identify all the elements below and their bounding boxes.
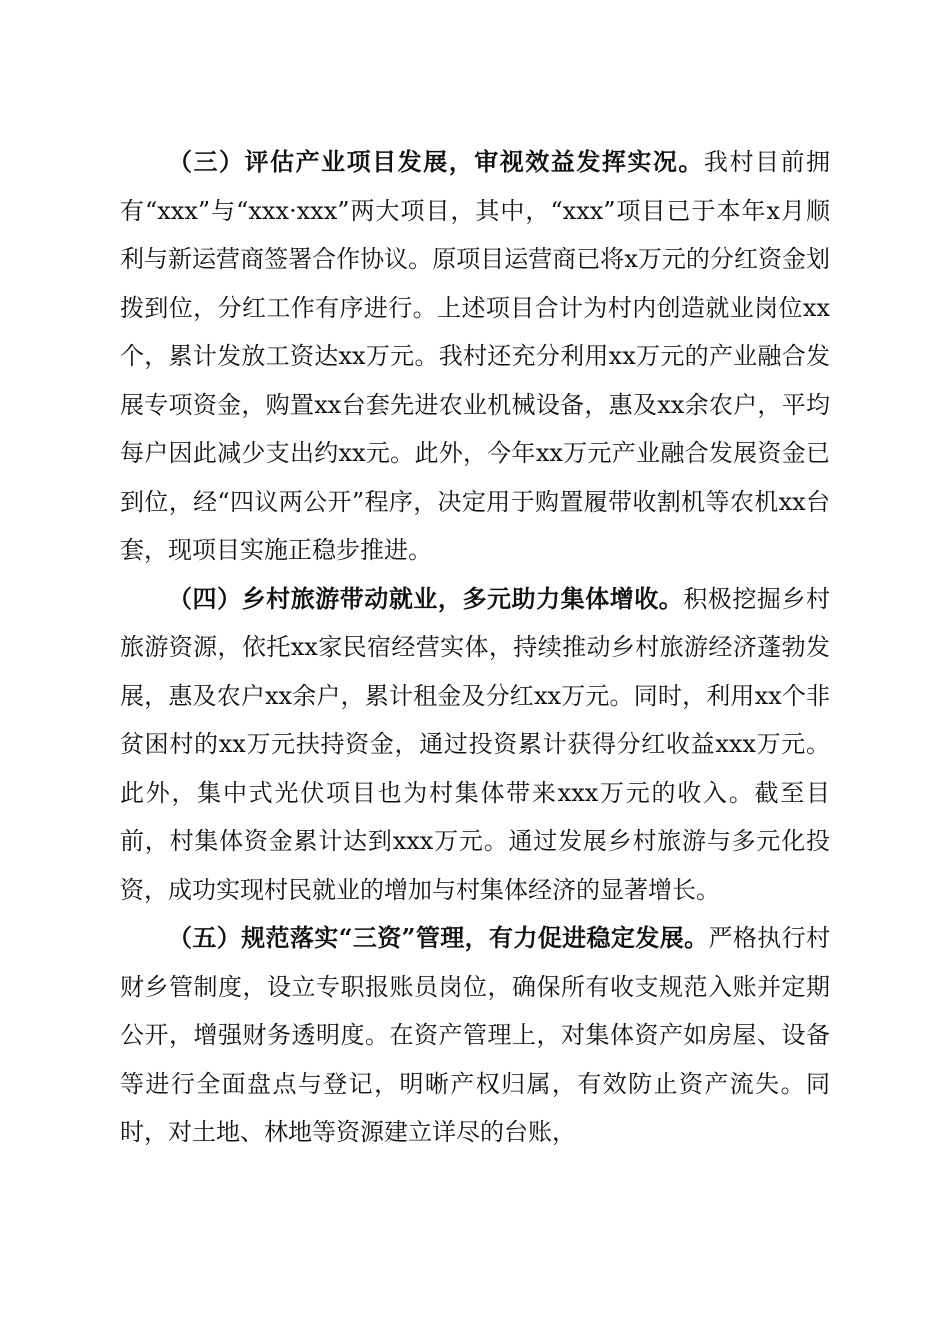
paragraph-four-heading: （四）乡村旅游带动就业，多元助力集体增收。: [168, 583, 684, 613]
paragraph-three-heading: （三）评估产业项目发展，审视效益发挥实况。: [168, 147, 704, 176]
paragraph-five-body: 严格执行村财乡管制度，设立专职报账员岗位，确保所有收支规范入账并定期公开，增强财务透明度。在资产管理上，对集体资产如房屋、设备等进行全面盘点与登记，明晰产权归属，有效防止资产流失。同时，对土地、林地等资源建立详尽的台账，: [120, 924, 831, 1146]
document-page: [120, 138, 830, 1157]
paragraph-four: [120, 575, 830, 915]
paragraph-three: [120, 138, 830, 575]
paragraph-five-heading: （五）规范落实“三资”管理，有力促进稳定发展。: [168, 923, 709, 952]
paragraph-four-body: 积极挖掘乡村旅游资源，依托xx家民宿经营实体，持续推动乡村旅游经济蓬勃发展，惠及农户xx余户，累计租金及分红xx万元。同时，利用xx个非贫困村的xx万元扶持资金，通过投资累计获得分红收益xxx万元。此外，集中式光伏项目也为村集体带来xxx万元的收入。截至目前，村集体资金累计达到xxx万元。通过发展乡村旅游与多元化投资，成功实现村民就业的增加与村集体经济的显著增长。: [120, 584, 831, 904]
paragraph-five: [120, 914, 830, 1157]
paragraph-three-body: 我村目前拥有“xxx”与“xxx·xxx”两大项目，其中，“xxx”项目已于本年x月顺利与新运营商签署合作协议。原项目运营商已将x万元的分红资金划拨到位，分红工作有序进行。上述项目合计为村内创造就业岗位xx个，累计发放工资达xx万元。我村还充分利用xx万元的产业融合发展专项资金，购置xx台套先进农业机械设备，惠及xx余农户，平均每户因此减少支出约xx元。此外，今年xx万元产业融合发展资金已到位，经“四议两公开”程序，决定用于购置履带收割机等农机xx台套，现项目实施正稳步推进。: [120, 148, 831, 564]
